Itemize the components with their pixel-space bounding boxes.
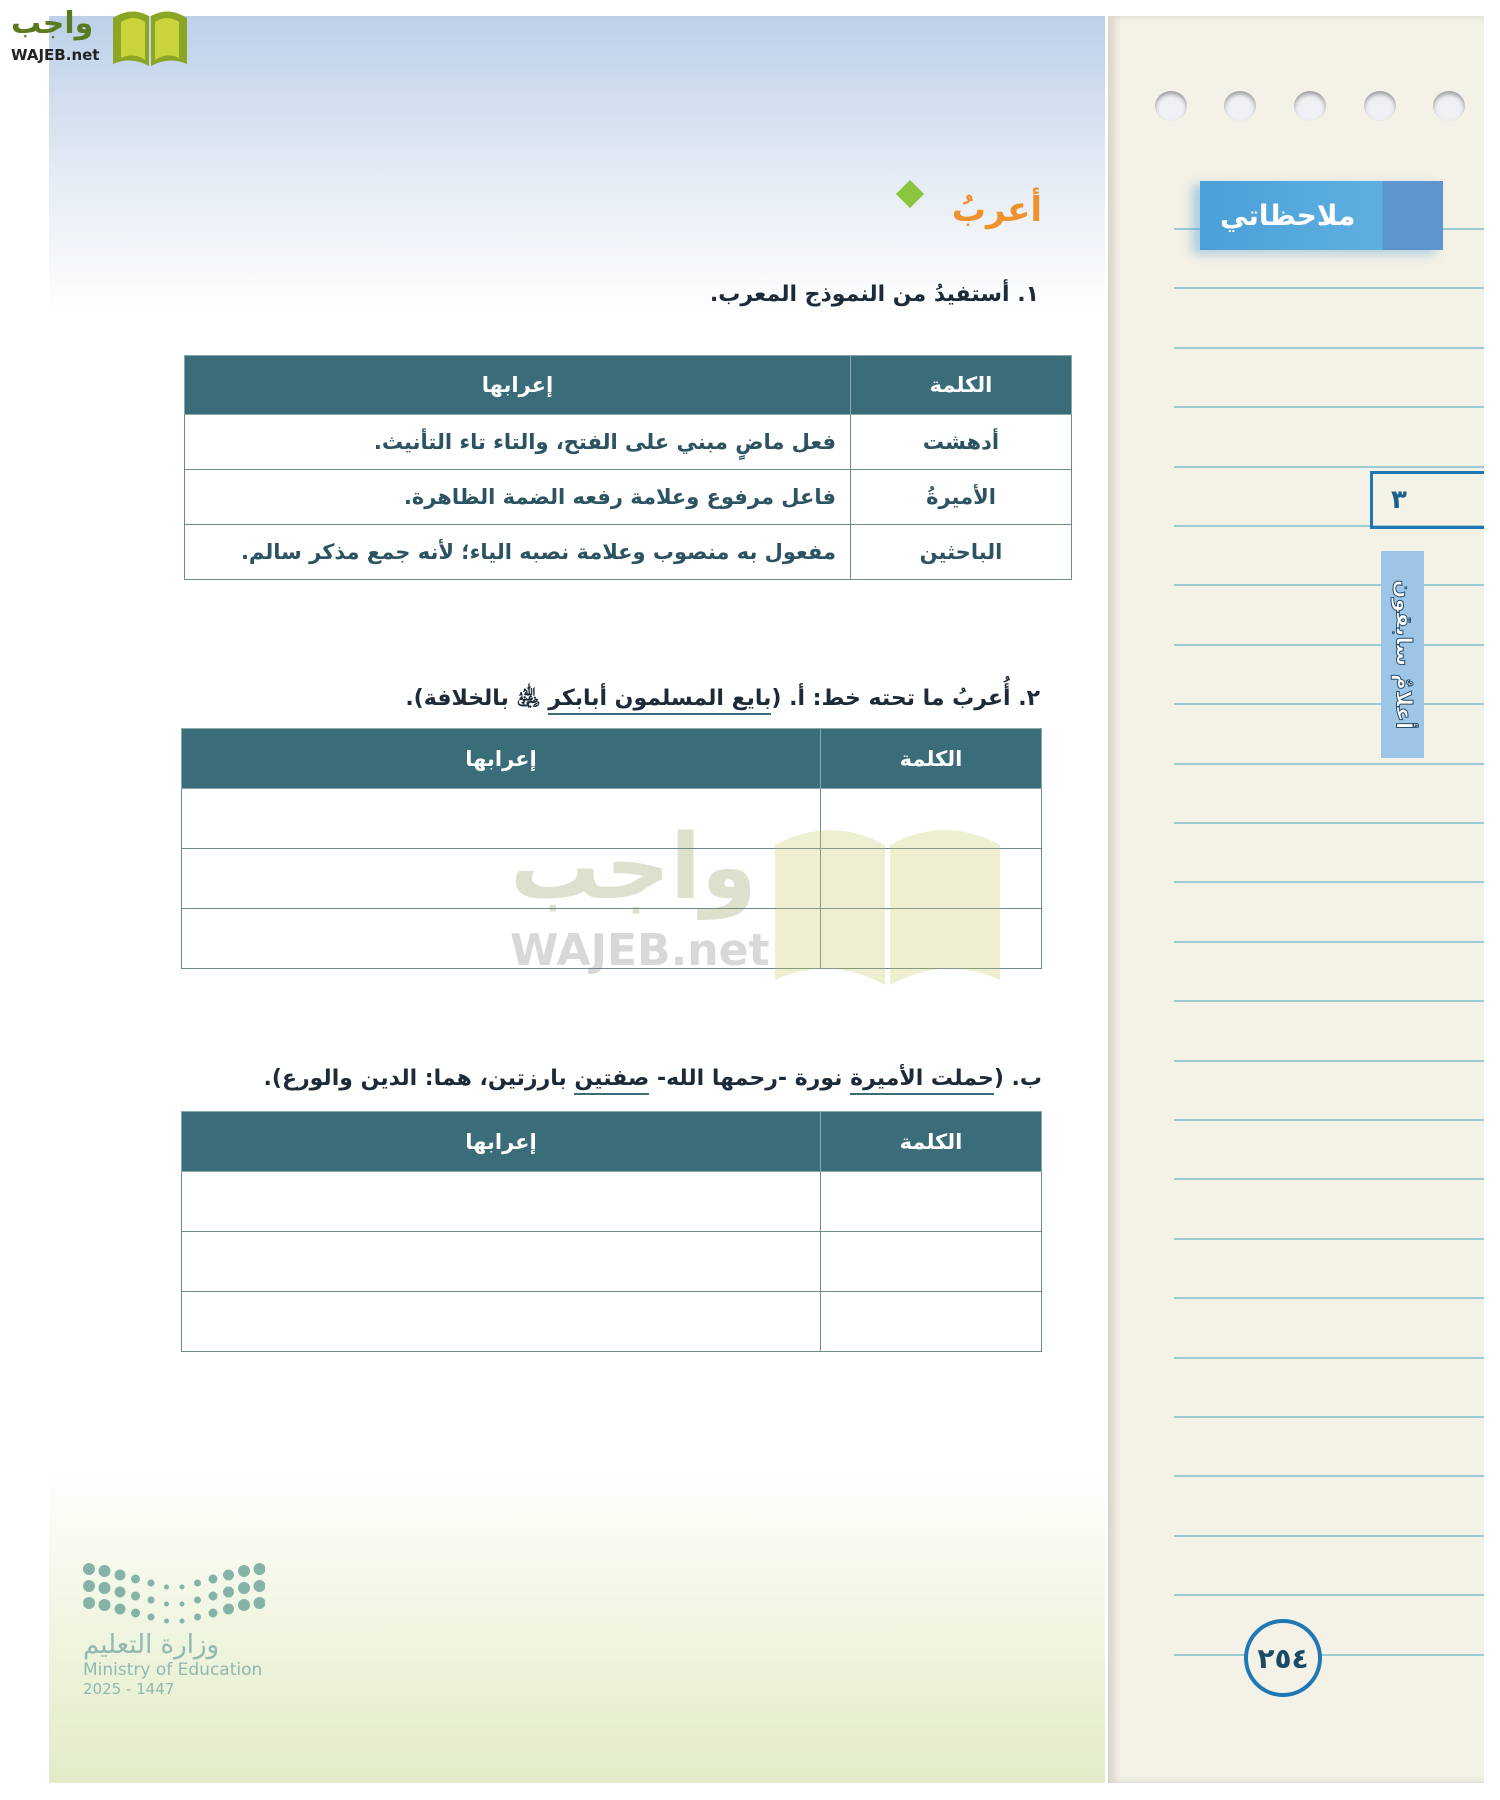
q2-underlined: بايع المسلمون أبابكر — [548, 686, 771, 715]
notebook-line — [1174, 1654, 1484, 1656]
ministry-dot — [83, 1597, 95, 1609]
ministry-dot — [131, 1575, 140, 1584]
ministry-dot — [164, 1619, 169, 1624]
ministry-dot — [209, 1592, 218, 1601]
ministry-name-ar: وزارة التعليم — [83, 1630, 220, 1660]
ministry-dot — [131, 1592, 140, 1601]
notebook-line — [1174, 1357, 1484, 1359]
table-row — [182, 789, 1042, 849]
ministry-dot — [223, 1570, 234, 1581]
ministry-dot — [238, 1565, 250, 1577]
q2-suffix: ﵁ بالخلافة). — [405, 686, 549, 711]
q2b-part: نورة -رحمها الله- — [649, 1066, 851, 1091]
notebook-line — [1174, 584, 1484, 586]
notebook-line — [1174, 1297, 1484, 1299]
ministry-dot — [83, 1563, 95, 1575]
notebook-line — [1174, 1416, 1484, 1418]
q2b-part: ب. ( — [993, 1066, 1042, 1091]
answer-parse-input[interactable] — [182, 1232, 821, 1292]
notebook-line — [1174, 1475, 1484, 1477]
question-1: ١. أستفيدُ من النموذج المعرب. — [709, 282, 1039, 307]
ministry-dot — [148, 1597, 155, 1604]
cell-word: الباحثين — [851, 525, 1072, 580]
notebook-line — [1174, 1119, 1484, 1121]
ministry-dot — [131, 1609, 140, 1618]
notes-sidebar — [1108, 16, 1484, 1783]
binder-hole — [1433, 91, 1465, 121]
header-parse: إعرابها — [182, 729, 821, 789]
notebook-line — [1174, 1060, 1484, 1062]
table-row — [182, 1292, 1042, 1352]
watermark-en: WAJEB.net — [510, 925, 770, 976]
ministry-dot — [209, 1575, 218, 1584]
table-row — [182, 1172, 1042, 1232]
ministry-dot — [148, 1614, 155, 1621]
watermark-ar: واجب — [510, 815, 757, 920]
ministry-dot — [115, 1604, 126, 1615]
ministry-dot — [83, 1580, 95, 1592]
chapter-title: أعلامٌ سابقون — [1390, 579, 1415, 730]
ministry-dot — [209, 1609, 218, 1618]
table-row — [182, 1232, 1042, 1292]
cell-parse: مفعول به منصوب وعلامة نصبه الياء؛ لأنه جمع مذكر سالم. — [185, 525, 851, 580]
ministry-dot — [148, 1580, 155, 1587]
header-word: الكلمة — [821, 729, 1042, 789]
notebook-line — [1174, 1000, 1484, 1002]
q2b-underlined-2: صفتين — [574, 1066, 649, 1095]
section-title: أعربُ — [951, 190, 1042, 230]
chapter-title-label — [1381, 551, 1424, 758]
binder-hole — [1155, 91, 1187, 121]
header-word: الكلمة — [821, 1112, 1042, 1172]
header-word: الكلمة — [851, 356, 1072, 415]
notebook-line — [1174, 822, 1484, 824]
header-parse: إعرابها — [185, 356, 851, 415]
diamond-icon — [892, 176, 928, 212]
wajeb-logo — [11, 6, 191, 68]
logo-text-ar: واجب — [11, 6, 94, 41]
table-q2b — [181, 1111, 1042, 1352]
ministry-dot — [194, 1614, 201, 1621]
logo-text-en: WAJEB.net — [11, 46, 100, 64]
cell-word: أدهشت — [851, 415, 1072, 470]
ministry-name-en: Ministry of Education — [83, 1660, 263, 1680]
ministry-dot — [194, 1597, 201, 1604]
ministry-dot — [254, 1597, 266, 1609]
ministry-dot — [164, 1585, 169, 1590]
table-q2a — [181, 728, 1042, 969]
binder-hole — [1364, 91, 1396, 121]
answer-parse-input[interactable] — [182, 849, 821, 909]
q2b-underlined-1: حملت الأميرة — [850, 1066, 994, 1095]
ministry-dot — [115, 1570, 126, 1581]
table-row — [185, 415, 1072, 470]
notebook-line — [1174, 287, 1484, 289]
ministry-dot — [180, 1619, 185, 1624]
notebook-line — [1174, 763, 1484, 765]
ministry-logo — [83, 1561, 273, 1731]
notebook-line — [1174, 466, 1484, 468]
notebook-line — [1174, 1178, 1484, 1180]
ministry-year: 2025 - 1447 — [83, 1680, 175, 1698]
ministry-dot — [180, 1585, 185, 1590]
answer-parse-input[interactable] — [182, 1292, 821, 1352]
ministry-dot — [115, 1587, 126, 1598]
notebook-line — [1174, 1535, 1484, 1537]
answer-word-input[interactable] — [821, 849, 1042, 909]
notebook-line — [1174, 1238, 1484, 1240]
ministry-dot — [223, 1604, 234, 1615]
ministry-dot — [254, 1580, 266, 1592]
ministry-dot — [99, 1599, 111, 1611]
ministry-dot — [164, 1602, 169, 1607]
q2b-part: بارزتين، هما: الدين والورع). — [263, 1066, 575, 1091]
book-icon — [109, 6, 191, 68]
notebook-line — [1174, 347, 1484, 349]
ministry-dot — [223, 1587, 234, 1598]
table-row — [182, 849, 1042, 909]
answer-parse-input[interactable] — [182, 909, 821, 969]
ministry-dot — [99, 1582, 111, 1594]
answer-word-input[interactable] — [821, 909, 1042, 969]
question-2b — [264, 1066, 1042, 1091]
cell-parse: فعل ماضٍ مبني على الفتح، والتاء تاء التأنيث. — [185, 415, 851, 470]
answer-parse-input[interactable] — [182, 789, 821, 849]
notebook-line — [1174, 1594, 1484, 1596]
cell-word: الأميرةُ — [851, 470, 1072, 525]
ministry-dot — [238, 1582, 250, 1594]
table-row — [185, 525, 1072, 580]
notebook-line — [1174, 406, 1484, 408]
ministry-dot — [180, 1602, 185, 1607]
notebook-line — [1174, 644, 1484, 646]
cell-parse: فاعل مرفوع وعلامة رفعه الضمة الظاهرة. — [185, 470, 851, 525]
answer-word-input[interactable] — [821, 1172, 1042, 1232]
notebook-line — [1174, 703, 1484, 705]
q2-prefix: ٢. أُعربُ ما تحته خط: أ. ( — [771, 686, 1040, 711]
binder-hole — [1294, 91, 1326, 121]
ministry-dot — [194, 1580, 201, 1587]
header-parse: إعرابها — [182, 1112, 821, 1172]
answer-word-input[interactable] — [821, 1232, 1042, 1292]
ministry-dot — [99, 1565, 111, 1577]
table-row — [185, 470, 1072, 525]
chapter-number: ٣ — [1370, 471, 1484, 529]
table-row — [182, 909, 1042, 969]
notebook-line — [1174, 881, 1484, 883]
binder-hole — [1224, 91, 1256, 121]
notes-title: ملاحظاتي — [1200, 181, 1443, 250]
answer-word-input[interactable] — [821, 789, 1042, 849]
notebook-line — [1174, 941, 1484, 943]
table-q1 — [184, 355, 1072, 580]
ministry-dots-icon — [83, 1561, 265, 1626]
ministry-dot — [254, 1563, 266, 1575]
page-number: ٢٥٤ — [1244, 1619, 1322, 1697]
answer-word-input[interactable] — [821, 1292, 1042, 1352]
answer-parse-input[interactable] — [182, 1172, 821, 1232]
question-2a — [405, 684, 1040, 716]
ministry-dot — [238, 1599, 250, 1611]
